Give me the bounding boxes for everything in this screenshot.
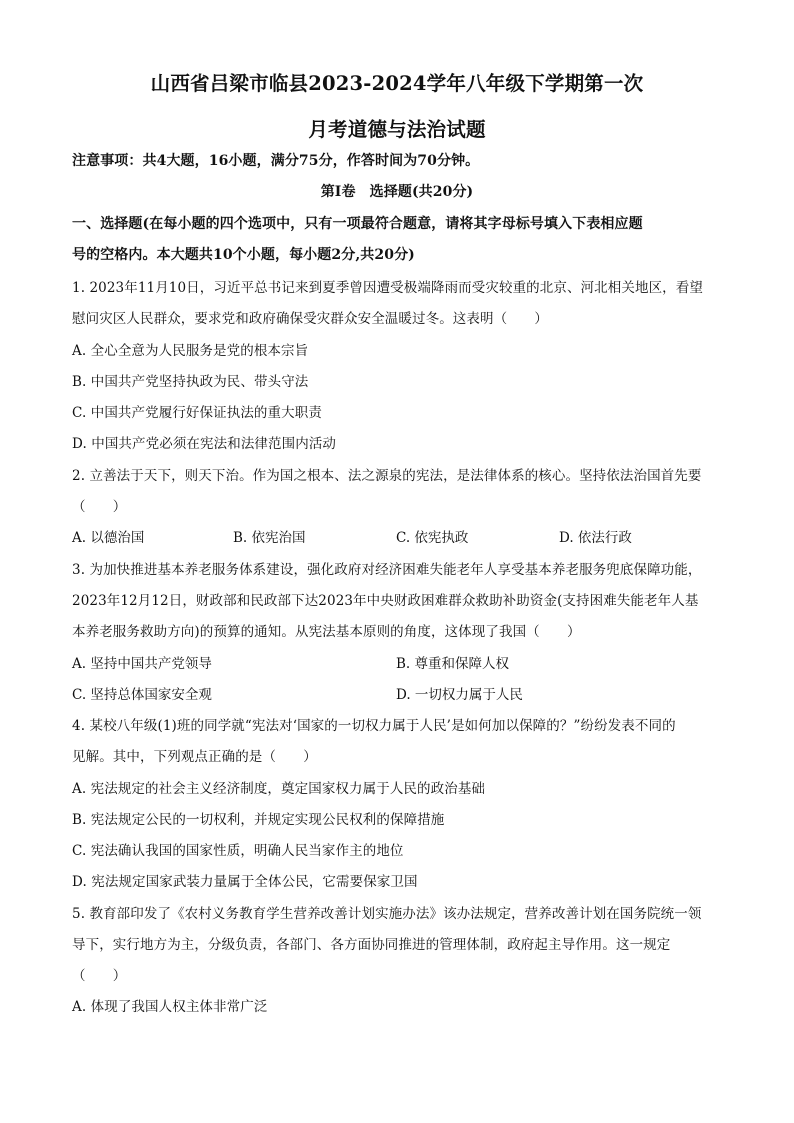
option-c: C. 宪法确认我国的国家性质，明确人民当家作主的地位 (72, 843, 404, 859)
option-a: A. 坚持中国共产党领导 (72, 656, 212, 672)
option-c: C. 坚持总体国家安全观 (72, 687, 212, 703)
page-title-line-1: 山西省吕梁市临县2023-2024学年八年级下学期第一次 (150, 72, 644, 95)
option-d: D. 中国共产党必须在宪法和法律范围内活动 (72, 436, 337, 452)
question-text-line: 2. 立善法于天下，则天下治。作为国之根本、法之源泉的宪法，是法律体系的核心。坚持依法治国首先要 (72, 468, 702, 484)
question-text-line: 3. 为加快推进基本养老服务体系建设，强化政府对经济困难失能老年人享受基本养老服务兜底保障功能， (72, 562, 702, 578)
question-text-line: 本养老服务救助方向)的预算的通知。从宪法基本原则的角度，这体现了我国（ ） (72, 624, 581, 640)
option-a: A. 体现了我国人权主体非常广泛 (72, 999, 268, 1015)
exam-notice: 注意事项：共4大题，16小题，满分75分，作答时间为70分钟。 (72, 153, 480, 169)
section-title: 第Ⅰ卷 选择题(共20分) (320, 184, 474, 200)
option-b: B. 依宪治国 (233, 530, 306, 546)
option-b: B. 宪法规定公民的一切权利，并规定实现公民权利的保障措施 (72, 812, 445, 828)
question-text-line: （ ） (72, 968, 127, 984)
question-text-line: 1. 2023年11月10日，习近平总书记来到夏季曾因遭受极端降雨而受灾较重的北京、河北相关地区，看望 (72, 280, 703, 296)
question-text-line: 4. 某校八年级(1)班的同学就“宪法对‘国家的一切权力属于人民’是如何加以保障的？”纷纷发表不同的 (72, 718, 676, 734)
option-d: D. 一切权力属于人民 (396, 687, 523, 703)
page-title-line-2: 月考道德与法治试题 (308, 118, 486, 141)
option-c: C. 中国共产党履行好保证执法的重大职责 (72, 405, 322, 421)
question-text-line: 见解。其中，下列观点正确的是（ ） (72, 749, 317, 765)
option-b: B. 尊重和保障人权 (396, 656, 510, 672)
option-d: D. 宪法规定国家武装力量属于全体公民，它需要保家卫国 (72, 874, 418, 890)
option-c: C. 依宪执政 (396, 530, 469, 546)
instruction-line-1: 一、选择题(在每小题的四个选项中，只有一项最符合题意，请将其字母标号填入下表相应题 (72, 216, 643, 232)
option-a: A. 宪法规定的社会主义经济制度，奠定国家权力属于人民的政治基础 (72, 781, 486, 797)
option-b: B. 中国共产党坚持执政为民、带头守法 (72, 374, 309, 390)
option-a: A. 全心全意为人民服务是党的根本宗旨 (72, 343, 309, 359)
instruction-line-2: 号的空格内。本大题共10个小题，每小题2分,共20分) (72, 247, 415, 263)
question-text-line: 导下，实行地方为主，分级负责，各部门、各方面协同推进的管理体制，政府起主导作用。这一规定 (72, 937, 671, 953)
question-text-line: （ ） (72, 499, 127, 515)
option-d: D. 依法行政 (559, 530, 632, 546)
question-text-line: 5. 教育部印发了《农村义务教育学生营养改善计划实施办法》该办法规定，营养改善计划在国务院统一领 (72, 906, 702, 922)
question-text-line: 2023年12月12日，财政部和民政部下达2023年中央财政困难群众救助补助资金(支持困难失能老年人基 (72, 593, 699, 609)
question-text-line: 慰问灾区人民群众，要求党和政府确保受灾群众安全温暖过冬。这表明（ ） (72, 311, 548, 327)
option-a: A. 以德治国 (72, 530, 145, 546)
